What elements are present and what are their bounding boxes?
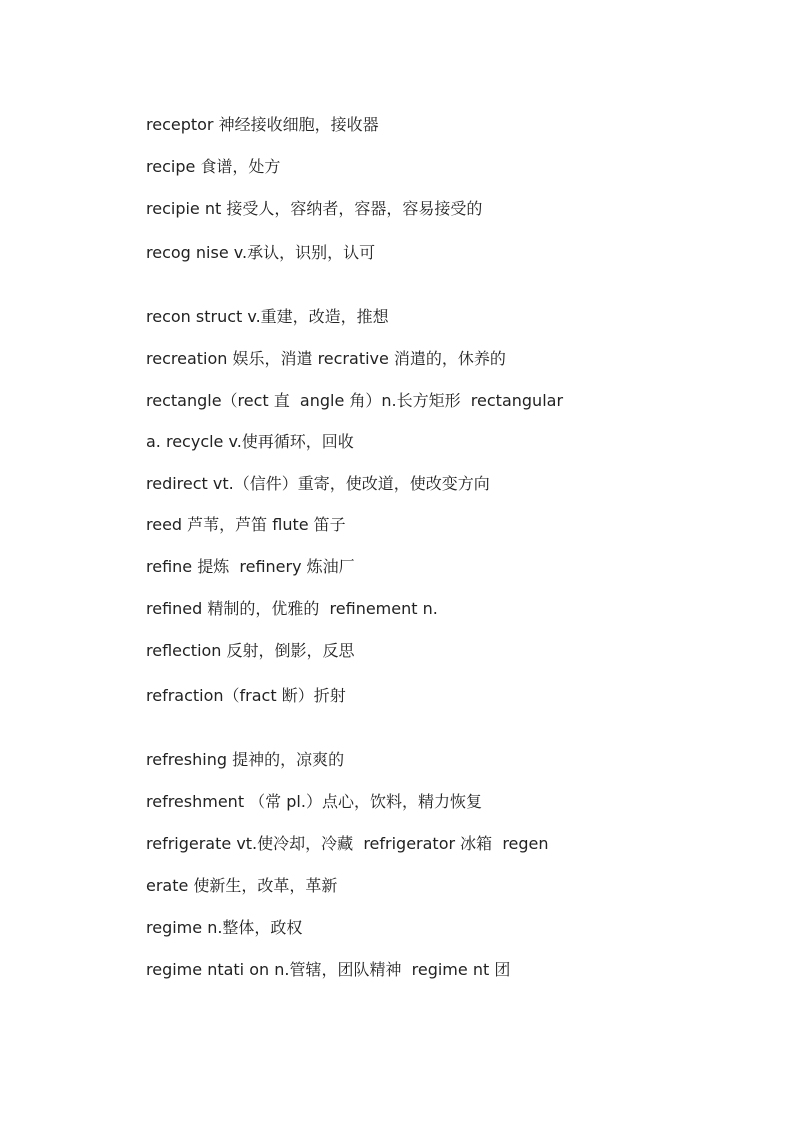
- vocab-line: recon struct v.重建，改造，推想: [146, 307, 389, 326]
- vocab-line: reed 芦苇，芦笛 flute 笛子: [146, 515, 346, 534]
- vocab-line: recog nise v.承认，识别，认可: [146, 243, 376, 262]
- vocab-line: refrigerate vt.使冷却，冷藏 refrigerator 冰箱 regen: [146, 834, 549, 853]
- vocab-line: reflection 反射，倒影，反思: [146, 641, 355, 660]
- vocab-line: a. recycle v.使再循环，回收: [146, 432, 354, 451]
- vocab-line: receptor 神经接收细胞，接收器: [146, 115, 379, 134]
- vocab-line: redirect vt.（信件）重寄，使改道，使改变方向: [146, 474, 490, 493]
- vocab-line: refraction（fract 断）折射: [146, 686, 346, 705]
- vocab-line: refreshment （常 pl.）点心，饮料，精力恢复: [146, 792, 482, 811]
- vocab-line: regime ntati on n.管辖，团队精神 regime nt 团: [146, 960, 511, 979]
- vocab-line: rectangle（rect 直 angle 角）n.长方矩形 rectangular: [146, 391, 564, 410]
- vocab-line: refreshing 提神的，凉爽的: [146, 750, 345, 769]
- vocab-line: recipie nt 接受人，容纳者，容器，容易接受的: [146, 199, 483, 218]
- vocab-line: recreation 娱乐，消遣 recrative 消遣的，休养的: [146, 349, 506, 368]
- vocab-line: regime n.整体，政权: [146, 918, 303, 937]
- vocab-line: refined 精制的，优雅的 refinement n.: [146, 599, 438, 618]
- vocab-line: erate 使新生，改革，革新: [146, 876, 338, 895]
- vocab-line: refine 提炼 refinery 炼油厂: [146, 557, 355, 576]
- vocab-line: recipe 食谱，处方: [146, 157, 281, 176]
